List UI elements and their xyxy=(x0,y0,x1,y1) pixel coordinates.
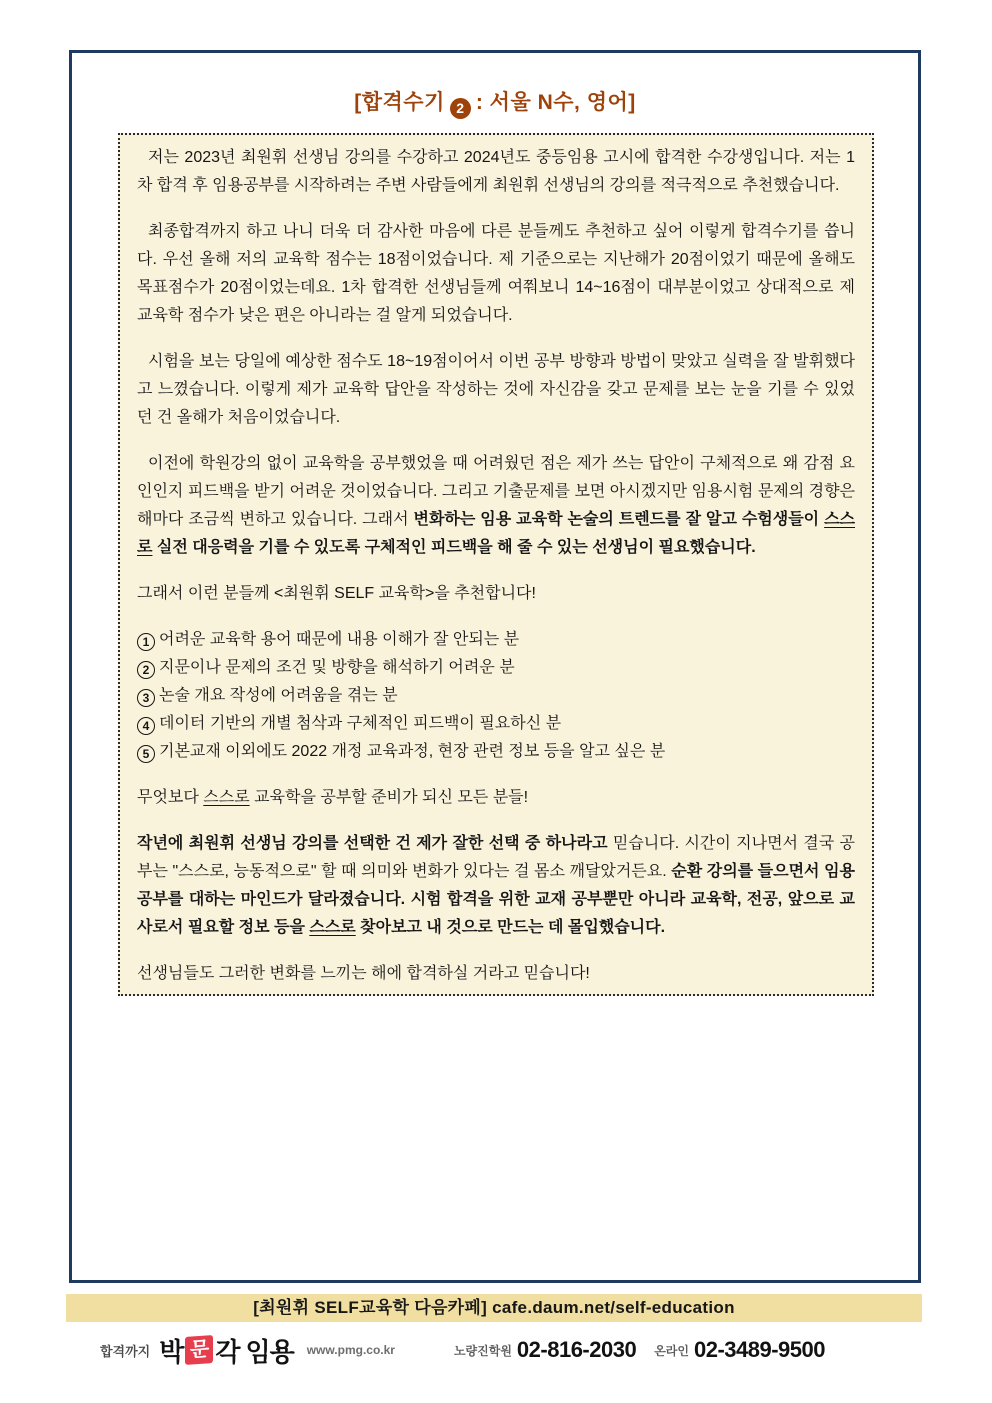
page-title-suffix: : 서울 N수, 영어] xyxy=(475,91,636,114)
phone-academy xyxy=(454,1337,636,1363)
recommend-list xyxy=(137,626,855,766)
paragraph-4-bold: 변화하는 임용 교육학 논술의 트렌드를 잘 알고 수험생들이 xyxy=(413,511,825,528)
circled-number-icon: 4 xyxy=(137,717,155,735)
paragraph-7-bold-underline: 스스로 xyxy=(309,919,356,936)
page-title xyxy=(69,86,921,119)
contact-phones xyxy=(454,1337,825,1363)
paragraph-4-bold-underline: 스스로 xyxy=(137,511,856,556)
testimonial-paragraph-3: 시험을 보는 당일에 예상한 점수도 18~19점이어서 이번 공부 방향과 방법이 맞았고 실력을 잘 발휘했다고 느꼈습니다. 이렇게 제가 교육학 답안을 작성하는 것에 자신감을 갖고 문제를 보는 눈을 기를 수 있었던 건 올해가 처음이었습니다. xyxy=(137,353,855,426)
testimonial-paragraph-1: 저는 2023년 최원휘 선생님 강의를 수강하고 2024년도 중등임용 고시에 합격한 수강생입니다. 저는 1차 합격 후 임용공부를 시작하려는 주변 사람들에게 최원휘 선생님의 강의를 적극적으로 추천했습니다. xyxy=(137,149,855,194)
recommend-intro: 그래서 이런 분들께 <최원휘 SELF 교육학>을 추천합니다! xyxy=(137,585,536,602)
paragraph-7-regular: 믿습니다. 시간이 지나면서 결국 공부는 "스스로, 능동적으로" 할 때 의미와 변화가 있다는 걸 몸소 깨달았거든요. xyxy=(137,835,855,880)
pmg-red-badge-icon: 문 xyxy=(185,1335,213,1365)
logo-text-b: 각 xyxy=(215,1336,240,1367)
list-item xyxy=(137,682,855,710)
publisher-footer xyxy=(100,1328,825,1372)
list-item xyxy=(137,738,855,766)
testimonial-box xyxy=(118,133,874,996)
paragraph-7-bold-end: 찾아보고 내 것으로 만드는 데 몰입했습니다. xyxy=(355,919,666,936)
logo-text-a: 박 xyxy=(159,1336,184,1367)
testimonial-paragraph-6 xyxy=(137,784,855,812)
list-item-text: 어려운 교육학 용어 때문에 내용 이해가 잘 안되는 분 xyxy=(159,631,520,648)
logo-slogan: 합격까지 xyxy=(100,1343,151,1359)
paragraph-4-regular: 이전에 학원강의 없이 교육학을 공부했었을 때 어려웠던 점은 제가 쓰는 답안이 구체적으로 왜 감점 요인인지 피드백을 받기 어려운 것이었습니다. 그리고 기출문제를 보면 아시겠지만 임용시험 문제의 경향은 해마다 조금씩 변하고 있습니다. 그래서 xyxy=(137,455,855,528)
publisher-website: www.pmg.co.kr xyxy=(306,1343,395,1357)
list-item xyxy=(137,710,855,738)
testimonial-closing: 선생님들도 그러한 변화를 느끼는 해에 합격하실 거라고 믿습니다! xyxy=(137,965,590,982)
list-item-text: 데이터 기반의 개별 첨삭과 구체적인 피드백이 필요하신 분 xyxy=(159,715,562,732)
paragraph-6-start: 무엇보다 xyxy=(137,789,204,806)
paragraph-6-end: 교육학을 공부할 준비가 되신 모든 분들! xyxy=(249,789,529,806)
page-title-prefix: [합격수기 xyxy=(354,91,445,114)
testimonial-paragraph-2: 최종합격까지 하고 나니 더욱 더 감사한 마음에 다른 분들께도 추천하고 싶어 이렇게 합격수기를 씁니다. 우선 올해 저의 교육학 점수는 18점이었습니다. 제 기준으로는 지난해가 20점이었기 때문에 올해도 목표점수가 20점이었는데요. 1차 합격한 선생님들께 여쭤보니 14~16점이 대부분이었고 상대적으로 제 교육학 점수가 낮은 편은 아니라는 걸 알게 되었습니다. xyxy=(137,223,855,324)
circled-number-icon: 3 xyxy=(137,689,155,707)
phone-academy-number: 02-816-2030 xyxy=(516,1337,637,1362)
circled-number-icon: 2 xyxy=(137,661,155,679)
circled-number-icon: 5 xyxy=(137,745,155,763)
list-item xyxy=(137,654,855,682)
testimonial-paragraph-7 xyxy=(137,830,855,942)
circled-number-2-icon: 2 xyxy=(450,98,471,119)
publisher-logo xyxy=(100,1332,395,1369)
pmg-logo xyxy=(159,1332,293,1369)
list-item xyxy=(137,626,855,654)
cafe-banner: [최원휘 SELF교육학 다음카페] cafe.daum.net/self-education xyxy=(66,1294,922,1322)
list-item-text: 논술 개요 작성에 어려움을 겪는 분 xyxy=(159,687,398,704)
list-item-text: 지문이나 문제의 조건 및 방향을 해석하기 어려운 분 xyxy=(159,659,515,676)
phone-online xyxy=(654,1337,825,1363)
paragraph-4-bold-end: 실전 대응력을 기를 수 있도록 구체적인 피드백을 해 줄 수 있는 선생님이 필요했습니다. xyxy=(152,539,756,556)
paragraph-6-underline: 스스로 xyxy=(203,789,250,806)
testimonial-paragraph-4 xyxy=(137,450,855,562)
list-item-text: 기본교재 이외에도 2022 개정 교육과정, 현장 관련 정보 등을 알고 싶은 분 xyxy=(159,743,666,760)
phone-online-number: 02-3489-9500 xyxy=(693,1337,825,1362)
phone-online-label: 온라인 xyxy=(654,1343,689,1358)
paragraph-7-bold-mid: 순환 강의를 들으면서 임용 공부를 대하는 마인드가 달라졌습니다. 시험 합격을 위한 교재 공부뿐만 아니라 교육학, 전공, 앞으로 교사로서 필요할 정보 등을 xyxy=(137,863,855,936)
phone-academy-label: 노량진학원 xyxy=(453,1343,512,1358)
circled-number-icon: 1 xyxy=(137,633,155,651)
logo-text-c: 임용 xyxy=(245,1336,294,1367)
paragraph-7-bold-start: 작년에 최원휘 선생님 강의를 선택한 건 제가 잘한 선택 중 하나라고 xyxy=(137,835,608,852)
